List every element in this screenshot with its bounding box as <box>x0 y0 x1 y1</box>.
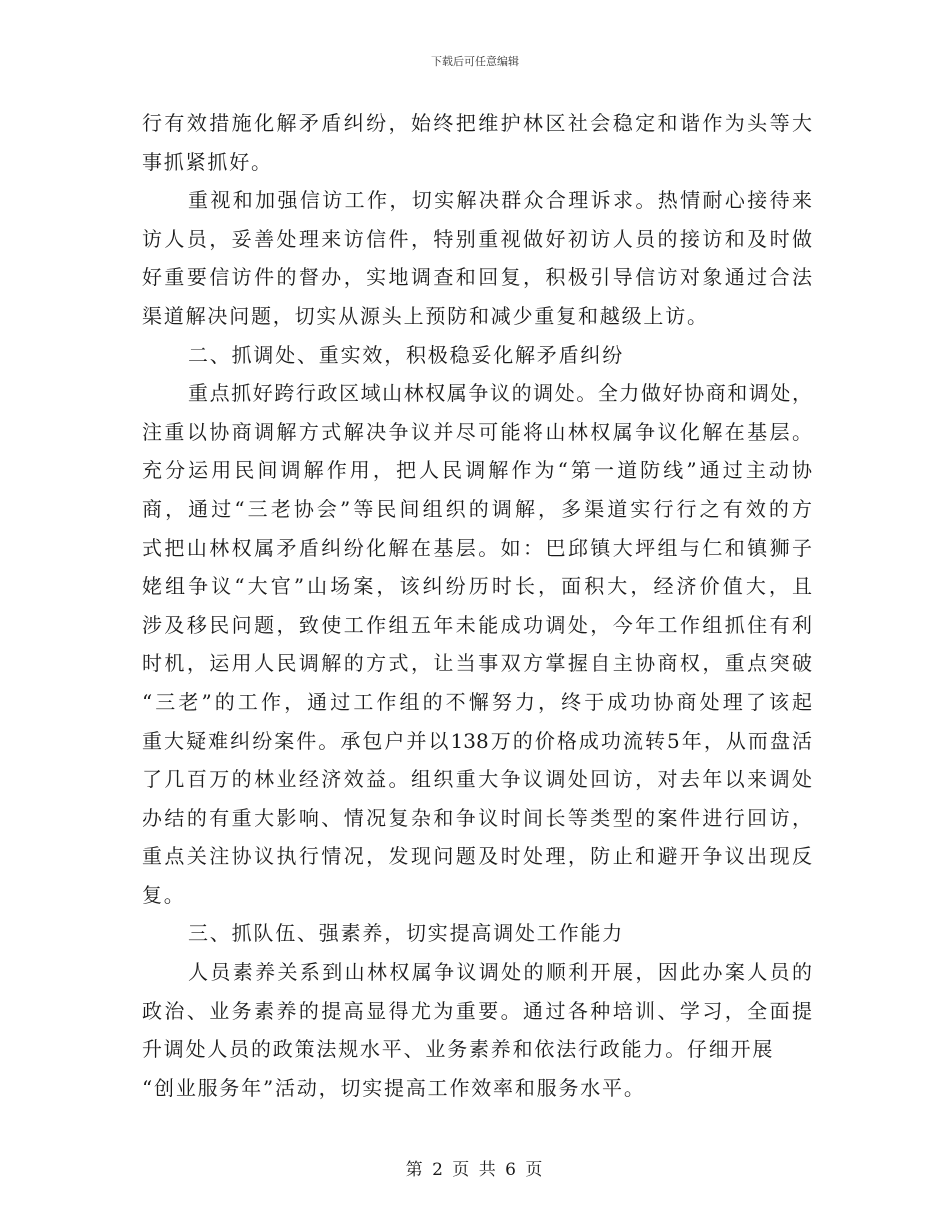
text-line: 式把山林权属矛盾纠纷化解在基层。如：巴邱镇大坪组与仁和镇狮子 <box>142 535 812 560</box>
document-body <box>142 104 812 1107</box>
text-line: 涉及移民问题，致使工作组五年未能成功调处，今年工作组抓住有利 <box>142 612 812 637</box>
paragraph-start-line: 重点抓好跨行政区域山林权属争议的调处。全力做好协商和调处， <box>188 381 812 406</box>
text-line: “创业服务年”活动，切实提高工作效率和服务水平。 <box>142 1075 646 1100</box>
text-line: 事抓紧抓好。 <box>142 149 273 174</box>
text-line: 充分运用民间调解作用，把人民调解作为“第一道防线”通过主动协 <box>142 458 812 483</box>
text-line: 商，通过“三老协会”等民间组织的调解，多渠道实行行之有效的方 <box>142 496 812 521</box>
paragraph-start-line: 人员素养关系到山林权属争议调处的顺利开展，因此办案人员的 <box>188 960 812 985</box>
text-line: 行有效措施化解矛盾纠纷，始终把维护林区社会稳定和谐作为头等大 <box>142 111 812 135</box>
text-line: 复。 <box>142 882 186 907</box>
text-line: 时机，运用人民调解的方式，让当事双方掌握自主协商权，重点突破 <box>142 651 812 676</box>
page-number: 第 2 页 共 6 页 <box>405 1160 545 1180</box>
text-line: 了几百万的林业经济效益。组织重大争议调处回访，对去年以来调处 <box>142 767 812 792</box>
page-header: 下载后可任意编辑 <box>431 55 519 68</box>
section-heading: 三、抓队伍、强素养，切实提高调处工作能力 <box>188 921 624 946</box>
text-line: “三老”的工作，通过工作组的不懈努力，终于成功协商处理了该起 <box>142 689 812 714</box>
text-line: 升调处人员的政策法规水平、业务素养和依法行政能力。仔细开展 <box>142 1037 775 1062</box>
text-line: 姥组争议“大官”山场案，该纠纷历时长，面积大，经济价值大，且 <box>142 574 812 599</box>
text-line: 渠道解决问题，切实从源头上预防和减少重复和越级上访。 <box>142 303 709 328</box>
text-line: 重大疑难纠纷案件。承包户并以138万的价格成功流转5年，从而盘活 <box>142 728 812 753</box>
section-heading: 二、抓调处、重实效，积极稳妥化解矛盾纠纷 <box>188 342 624 367</box>
text-line: 好重要信访件的督办，实地调查和回复，积极引导信访对象通过合法 <box>142 265 812 290</box>
text-line: 访人员，妥善处理来访信件，特别重视做好初访人员的接访和及时做 <box>142 226 812 251</box>
paragraph-start-line: 重视和加强信访工作，切实解决群众合理诉求。热情耐心接待来 <box>188 188 812 213</box>
text-line: 办结的有重大影响、情况复杂和争议时间长等类型的案件进行回访， <box>142 805 812 830</box>
text-line: 政治、业务素养的提高显得尤为重要。通过各种培训、学习，全面提 <box>142 998 812 1023</box>
text-line: 注重以协商调解方式解决争议并尽可能将山林权属争议化解在基层。 <box>142 419 812 444</box>
text-line: 重点关注协议执行情况，发现问题及时处理，防止和避开争议出现反 <box>142 844 812 869</box>
